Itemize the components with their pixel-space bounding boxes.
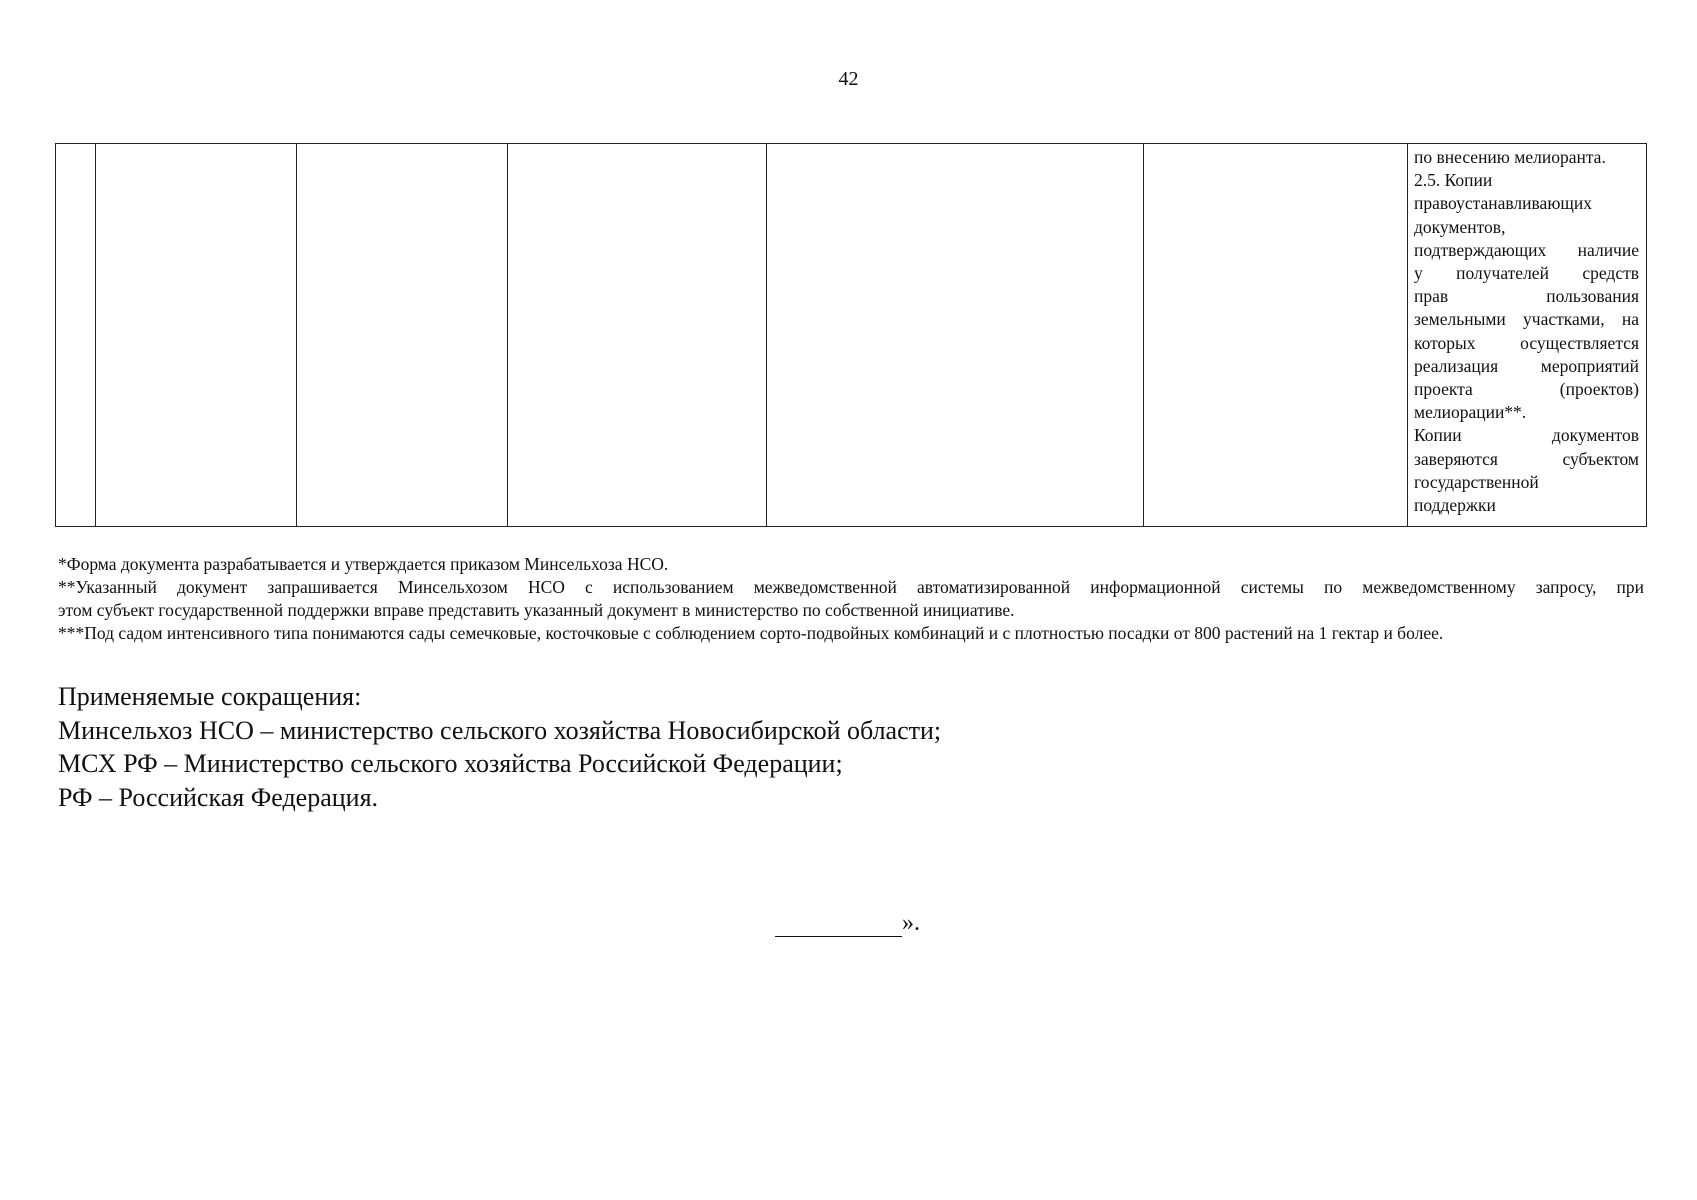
cell-text-line: государственной (1414, 471, 1539, 492)
continuation-table (55, 143, 1647, 527)
table-cell (297, 144, 508, 527)
cell-text-line: заверяются субъектом (1414, 448, 1639, 469)
cell-text-line: прав пользования (1414, 286, 1639, 307)
cell-text-line: проекта (проектов) (1414, 379, 1639, 400)
table-cell (508, 144, 767, 527)
blank-underline (775, 910, 902, 937)
cell-text-line: документов, (1414, 216, 1506, 237)
cell-text-line: реализация мероприятий (1414, 355, 1639, 376)
footnote-2-line-2: этом субъект государственной поддержки вправе представить указанный документ в министерство по собственной инициативе. (58, 600, 1015, 620)
abbreviation-item: Минсельхоз НСО – министерство сельского хозяйства Новосибирской области; (58, 715, 942, 745)
abbreviation-item: РФ – Российская Федерация. (58, 782, 379, 812)
footnote-1: *Форма документа разрабатывается и утверждается приказом Минсельхоза НСО. (58, 554, 669, 574)
cell-text-line: по внесению мелиоранта. (1414, 147, 1606, 167)
cell-text-line: земельными участками, на (1414, 309, 1639, 330)
cell-text-line: которых осуществляется (1414, 332, 1639, 353)
footnote-2-line-1: **Указанный документ запрашивается Минсельхозом НСО с использованием межведомственной автоматизированной информационной системы по межведомственному запросу, при (58, 577, 1644, 597)
table-cell (1144, 144, 1408, 527)
page-number: 42 (838, 68, 859, 90)
cell-text-line: подтверждающих наличие (1414, 239, 1639, 260)
cell-text-line: Копии документов (1414, 425, 1639, 446)
documents-text (1414, 146, 1639, 517)
closing-line (775, 910, 920, 937)
footnotes (58, 553, 1644, 645)
cell-text-line: у получателей средств (1414, 263, 1639, 284)
table-cell (767, 144, 1144, 527)
abbreviations-heading: Применяемые сокращения: (58, 682, 362, 711)
cell-text-line: мелиорации**. (1414, 402, 1527, 423)
abbreviation-item: МСХ РФ – Министерство сельского хозяйства Российской Федерации; (58, 749, 843, 778)
table-cell (96, 144, 297, 527)
table-cell-documents (1408, 144, 1647, 527)
footnote-3: ***Под садом интенсивного типа понимаются сады семечковые, косточковые с соблюдением сорто-подвойных комбинаций и с плотностью посадки от 800 растений на 1 гектар и более. (58, 623, 1444, 643)
cell-text-line: правоустанавливающих (1414, 193, 1592, 214)
cell-text-line: 2.5. Копии (1414, 170, 1493, 191)
cell-text-line: поддержки (1414, 495, 1496, 516)
table-cell-number (56, 144, 96, 527)
abbreviations-section (58, 680, 1638, 814)
table-row (56, 144, 1647, 527)
closing-quote-mark: ». (902, 910, 920, 936)
